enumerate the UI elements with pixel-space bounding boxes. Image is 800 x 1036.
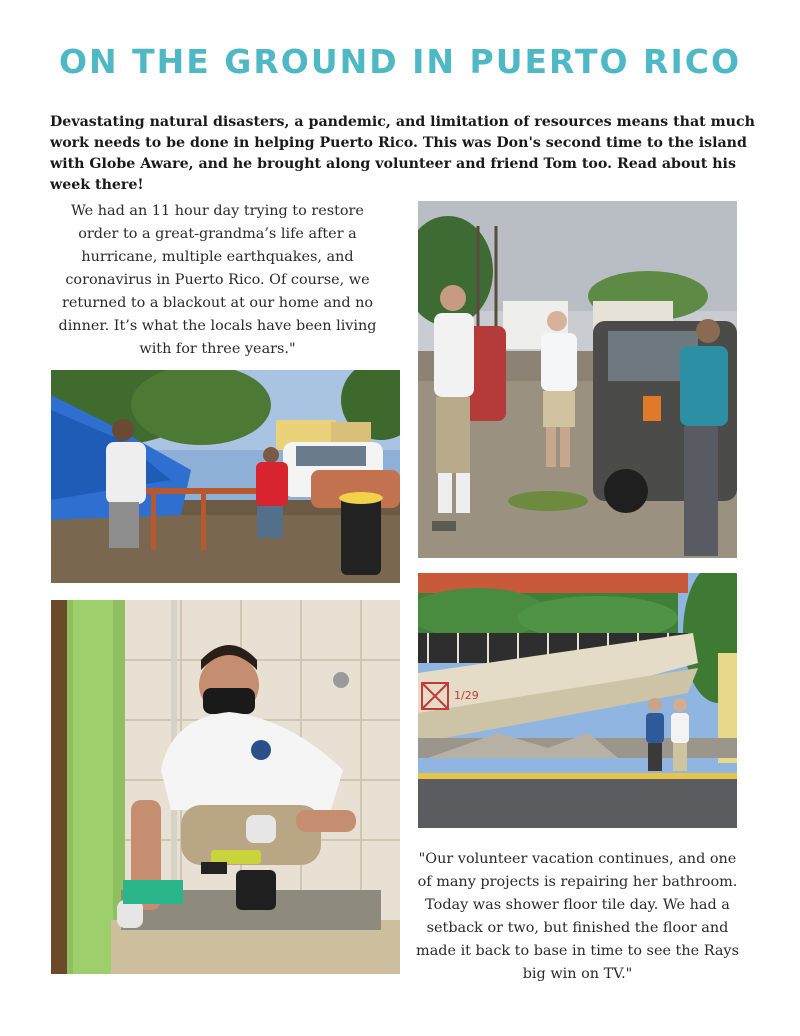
quote-bathroom: "Our volunteer vacation continues, and one of many projects is repairing her bathroom. Today was shower floor tile day. We had a setback or two, but finished the floor and made it back to base in time to see the Rays big win on TV." [416, 851, 739, 982]
collapsed-house-marking: 1/29 [454, 689, 479, 702]
quote-blackout: We had an 11 hour day trying to restore order to a great-grandma’s life after a hurricane, multiple earthquakes, and coronavirus in Puerto Rico. Of course, we returned to a blackout at our home and no dinner. It’s what the locals have been living with for three years." [58, 203, 377, 357]
intro-paragraph: Devastating natural disasters, a pandemic, and limitation of resources means that much work needs to be done in helping Puerto Rico. This was Don's second time to the island with Globe Aware, and he brought along volunteer and friend Tom too. Read about his week there! [50, 114, 755, 193]
photo-bathroom-repair [51, 600, 400, 974]
page-title: ON THE GROUND IN PUERTO RICO [58, 42, 742, 81]
photo-yard-cleanup-image [51, 370, 400, 583]
photo-street-meeting-image [418, 201, 737, 558]
photo-street-meeting [418, 201, 737, 558]
photo-collapsed-house-image [418, 573, 737, 828]
photo-collapsed-house [418, 573, 737, 828]
photo-bathroom-repair-image [51, 600, 400, 974]
photo-yard-cleanup [51, 370, 400, 583]
